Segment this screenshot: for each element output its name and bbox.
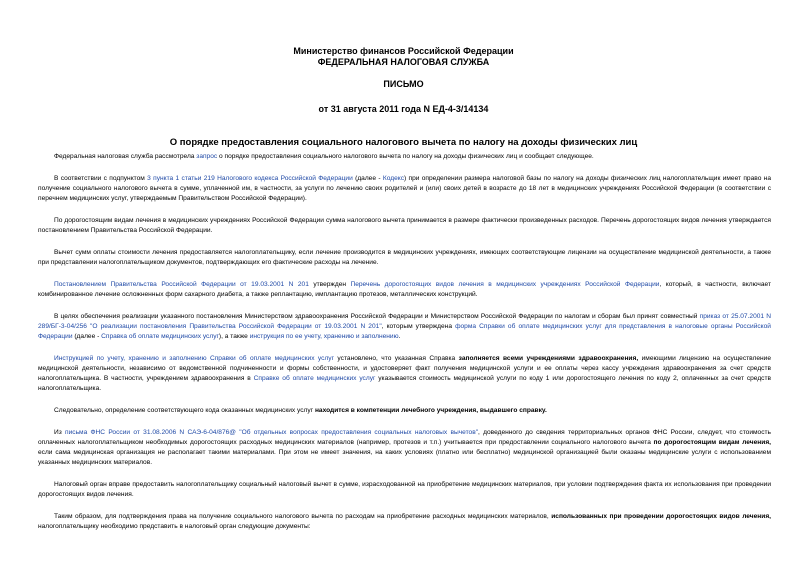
paragraph-8: Следовательно, определение соответствующего кода оказанных медицинских услуг находится в компетенции лечебного учреждения, выдавшего справку. [54,407,547,414]
document-body [38,152,771,544]
link-pismo-fns[interactable]: письма ФНС России от 31.08.2006 N САЭ-6-04/876@ "Об отдельных вопросах предоставления социальных налоговых вычетов" [65,429,479,436]
link-prikaz-289[interactable]: приказ от 25.07.2001 N 289/БГ-3-04/256 "О реализации постановления Правительства Российской Федерации от 19.03.2001 N 201" [38,313,772,330]
link-kodeks[interactable]: Кодекс [382,175,404,182]
paragraph-11: Таким образом, для подтверждения права на получение социального налогового вычета по расходам на приобретение расходных медицинских материалов, использованных при проведении дорогостоящих видов лечения, налогоплательщику необходимо представить в налоговый орган следующие документы: [38,513,772,530]
link-article-219[interactable]: 3 пункта 1 статьи 219 Налогового кодекса Российской Федерации [147,175,353,182]
paragraph-4: Вычет сумм оплаты стоимости лечения предоставляется налогоплательщику, если лечение производится в медицинских учреждениях, имеющих соответствующие лицензии на осуществление медицинской деятельности, а также при представлении налогоплательщиком документов, подтверждающих его фактические расходы на лечение. [38,249,771,266]
paragraph-6: В целях обеспечения реализации указанного постановления Министерством здравоохранения Российской Федерации и Министерством Российской Федерации по налогам и сборам был принят совместный приказ от 25.07.2001 N 289/БГ-3-04/256 "О реализации постановления Правительства Российской Федерации от 19.03.2001 N 201", которым утверждена форма Справки об оплате медицинских услуг для представления в налоговые органы Российской Федерации (далее - Справка об оплате медицинских услуг), а также инструкция по ее учету, хранению и заполнению. [38,313,772,340]
link-instrukciya-uchet[interactable]: Инструкцией по учету, хранению и заполнению Справки об оплате медицинских услуг [54,355,334,362]
document-date-number: от 31 августа 2011 года N ЕД-4-3/14134 [318,104,489,114]
link-spravka[interactable]: Справка об оплате медицинских услуг [101,333,219,340]
service-name: ФЕДЕРАЛЬНАЯ НАЛОГОВАЯ СЛУЖБА [317,57,490,67]
document-type: ПИСЬМО [383,79,424,89]
link-forma-spravki[interactable]: форма Справки об оплате медицинских услуг для представления в налоговые органы Российской Федерации [38,323,771,340]
document-subject: О порядке предоставления социального налогового вычета по налогу на доходы физических лиц [169,137,638,148]
ministry-name: Министерство финансов Российской Федерации [293,46,514,56]
paragraph-10: Налоговый орган вправе предоставить налогоплательщику социальный налоговый вычет в сумме, израсходованной на приобретение медицинских материалов, при условии подтверждения факта их использования при проведении дорогостоящих видов лечения. [38,481,771,498]
link-perechen[interactable]: Перечень дорогостоящих видов лечения в медицинских учреждениях Российской Федерации [350,281,660,288]
link-spravka-2[interactable]: Справке об оплате медицинских услуг [253,375,376,382]
paragraph-7: Инструкцией по учету, хранению и заполнению Справки об оплате медицинских услуг установлено, что указанная Справка заполняется всеми учреждениями здравоохранения, имеющими лицензию на осуществление медицинской деятельности, независимо от ведомственной подчиненности и формы собственности, и удостоверяет факт получения медицинской услуги и ее оплаты через кассу учреждения здравоохранения за счет средств налогоплательщика. В частности, учреждением здравоохранения в Справке об оплате медицинских услуг указывается стоимость медицинской услуги по коду 1 или дорогостоящего лечения по коду 2, оплаченных за счет средств налогоплательщика. [38,355,772,392]
paragraph-5: Постановлением Правительства Российской Федерации от 19.03.2001 N 201 утвержден Перечень дорогостоящих видов лечения в медицинских учреждениях Российской Федерации, который, в частности, включает комбинированное лечение осложненных форм сахарного диабета, а также реплантацию, имплантацию протезов, металлических конструкций. [38,281,771,298]
paragraph-2: В соответствии с подпунктом 3 пункта 1 статьи 219 Налогового кодекса Российской Федерации (далее - Кодекс) при определении размера налоговой базы по налогу на доходы физических лиц налогоплательщик имеет право на получение социального налогового вычета в сумме, уплаченной им, в частности, за услуги по лечению своих родителей и (или) своих детей в возрасте до 18 лет в медицинских учреждениях Российской Федерации (в соответствии с перечнем медицинских услуг, утверждаемым Правительством Российской Федерации). [38,175,771,202]
paragraph-1: Федеральная налоговая служба рассмотрела запрос о порядке предоставления социального налогового вычета по налогу на доходы физических лиц и сообщает следующее. [54,153,594,160]
link-postanovlenie-201[interactable]: Постановлением Правительства Российской Федерации от 19.03.2001 N 201 [54,281,309,288]
paragraph-9: Из письма ФНС России от 31.08.2006 N САЭ-6-04/876@ "Об отдельных вопросах предоставления социальных налоговых вычетов", доведенного до сведения территориальных органов ФНС России, следует, что стоимость оплаченных налогоплательщиком необходимых дорогостоящих расходных медицинских материалов (например, протезов и т.п.) учитывается при предоставлении социального налогового вычета по дорогостоящим видам лечения, если сама медицинская организация не располагает такими материалами. При этом не имеет значения, на каких условиях (платно или бесплатно) медицинской организацией были оказаны медицинские услуги с использованием указанных медицинских материалов. [38,429,772,466]
paragraph-3: По дорогостоящим видам лечения в медицинских учреждениях Российской Федерации сумма налогового вычета принимается в размере фактически произведенных расходов. Перечень дорогостоящих видов лечения утверждается постановлением Правительства Российской Федерации. [38,217,771,234]
link-zapros[interactable]: запрос [196,153,218,160]
link-instrukciya[interactable]: инструкция по ее учету, хранению и заполнению [249,333,399,340]
